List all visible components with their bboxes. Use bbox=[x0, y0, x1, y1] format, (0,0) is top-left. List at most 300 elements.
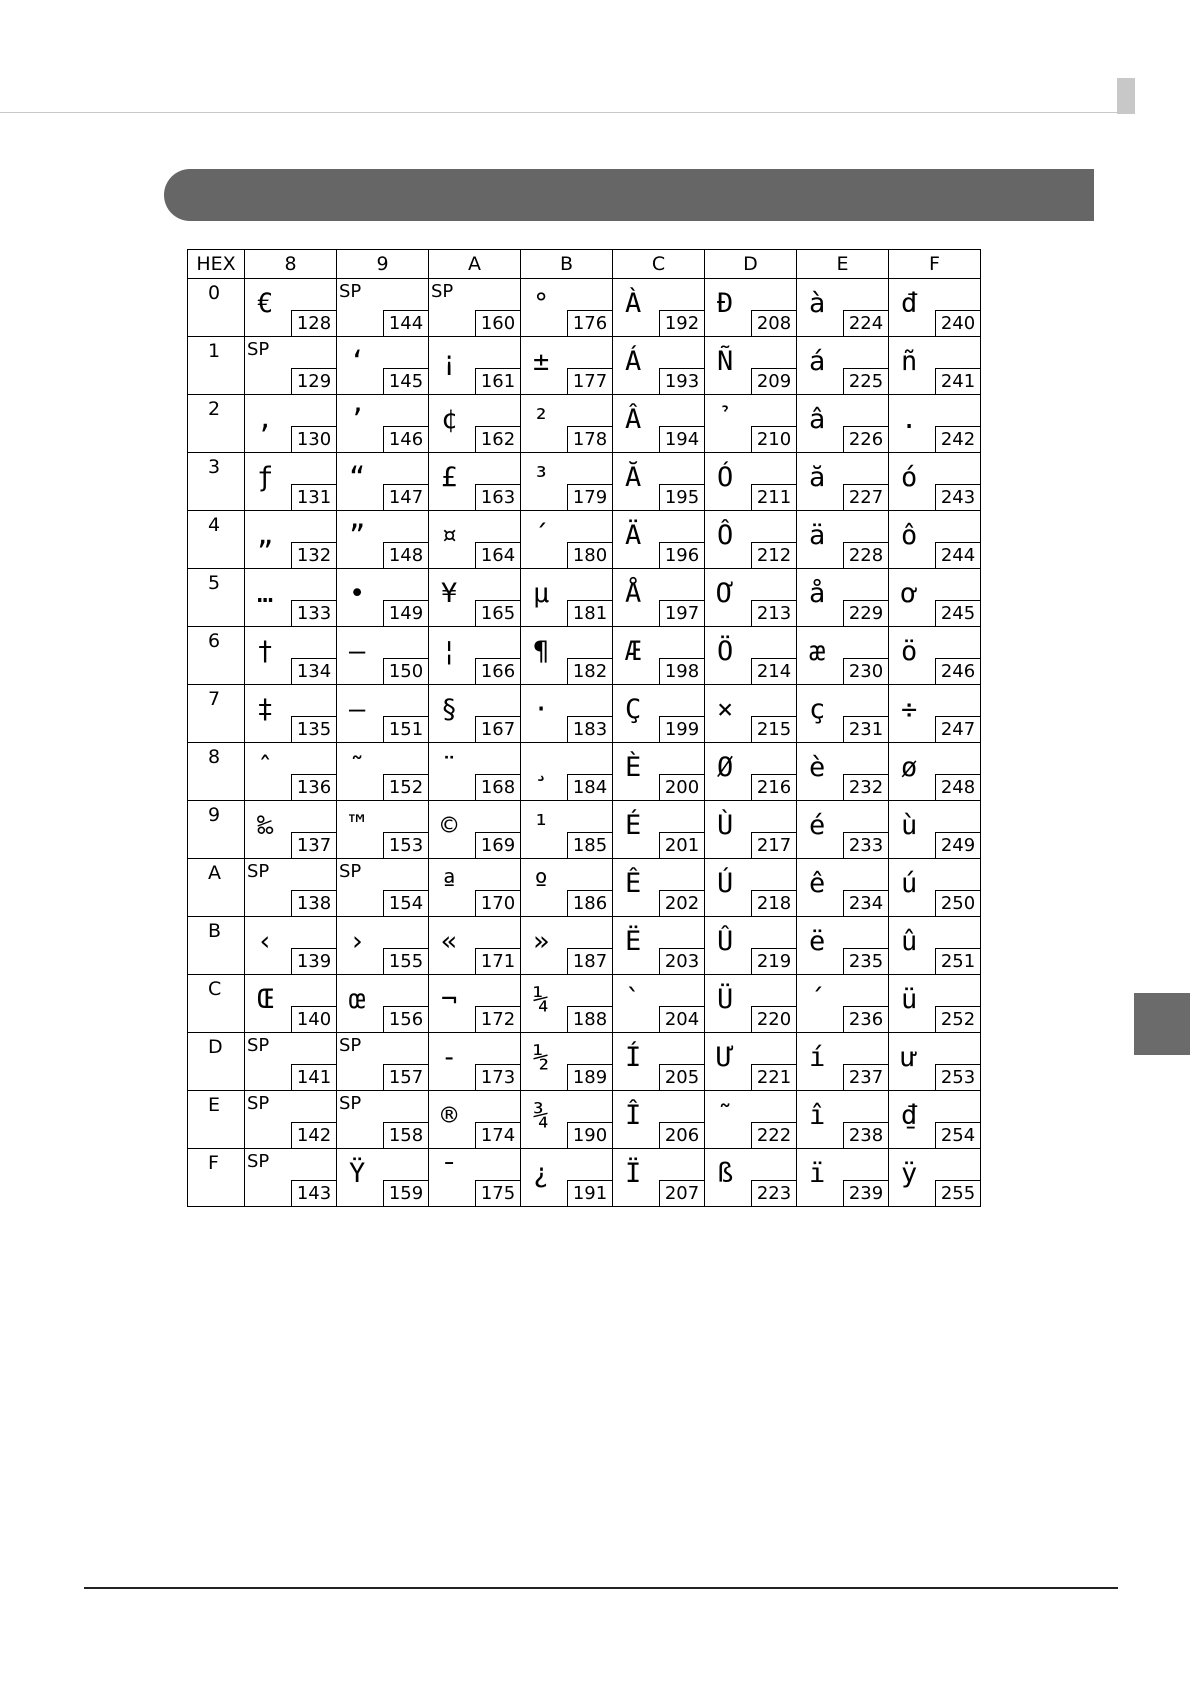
char-code: 131 bbox=[291, 484, 336, 510]
char-code: 137 bbox=[291, 832, 336, 858]
char-glyph: £ bbox=[441, 462, 458, 493]
char-code: 234 bbox=[843, 890, 888, 916]
char-glyph: è bbox=[809, 752, 826, 783]
char-code: 167 bbox=[475, 716, 520, 742]
char-glyph: Æ bbox=[625, 636, 642, 667]
column-header: E bbox=[797, 250, 889, 279]
char-cell bbox=[429, 975, 521, 1033]
chapter-side-tab bbox=[1134, 993, 1190, 1055]
char-cell bbox=[337, 1091, 429, 1149]
char-code: 191 bbox=[567, 1180, 612, 1206]
char-glyph: × bbox=[717, 694, 734, 725]
char-code: 160 bbox=[475, 310, 520, 336]
char-glyph: Ê bbox=[625, 868, 642, 899]
char-code: 183 bbox=[567, 716, 612, 742]
char-cell bbox=[889, 511, 981, 569]
char-code: 211 bbox=[751, 484, 796, 510]
char-glyph: ’ bbox=[349, 404, 366, 435]
char-glyph: » bbox=[533, 926, 550, 957]
char-glyph: ¯ bbox=[441, 1158, 458, 1189]
row-header: D bbox=[188, 1033, 245, 1091]
char-cell bbox=[705, 627, 797, 685]
char-cell bbox=[245, 743, 337, 801]
row-header: 9 bbox=[188, 801, 245, 859]
char-cell bbox=[245, 627, 337, 685]
char-cell bbox=[797, 337, 889, 395]
column-header: A bbox=[429, 250, 521, 279]
column-header: D bbox=[705, 250, 797, 279]
char-glyph: Ø bbox=[717, 752, 734, 783]
char-glyph: â bbox=[809, 404, 826, 435]
char-cell bbox=[889, 975, 981, 1033]
char-cell bbox=[797, 1091, 889, 1149]
char-code: 184 bbox=[567, 774, 612, 800]
char-cell bbox=[337, 569, 429, 627]
char-code: 129 bbox=[291, 368, 336, 394]
char-code: 130 bbox=[291, 426, 336, 452]
char-cell bbox=[245, 859, 337, 917]
char-code: 176 bbox=[567, 310, 612, 336]
char-cell bbox=[705, 395, 797, 453]
row-header: A bbox=[188, 859, 245, 917]
char-cell bbox=[889, 453, 981, 511]
char-glyph: SP bbox=[247, 861, 270, 882]
row-header: E bbox=[188, 1091, 245, 1149]
char-glyph: ø bbox=[901, 752, 918, 783]
char-glyph: Â bbox=[625, 404, 642, 435]
char-cell bbox=[889, 1149, 981, 1207]
char-code: 221 bbox=[751, 1064, 796, 1090]
char-code: 139 bbox=[291, 948, 336, 974]
char-cell bbox=[797, 569, 889, 627]
char-cell bbox=[705, 859, 797, 917]
char-glyph: Û bbox=[717, 926, 734, 957]
char-glyph: ó bbox=[901, 462, 918, 493]
char-code: 239 bbox=[843, 1180, 888, 1206]
char-glyph: ú bbox=[901, 868, 918, 899]
char-glyph: ± bbox=[533, 346, 550, 377]
char-code: 241 bbox=[935, 368, 980, 394]
char-glyph: Ơ bbox=[717, 578, 734, 609]
char-cell bbox=[613, 685, 705, 743]
char-cell bbox=[705, 1091, 797, 1149]
char-code: 132 bbox=[291, 542, 336, 568]
char-code: 153 bbox=[383, 832, 428, 858]
char-glyph: ä bbox=[809, 520, 826, 551]
char-glyph: ¡ bbox=[441, 346, 458, 377]
char-glyph: ‹ bbox=[257, 926, 274, 957]
char-code: 146 bbox=[383, 426, 428, 452]
char-cell bbox=[889, 279, 981, 337]
row-header: 8 bbox=[188, 743, 245, 801]
char-code: 138 bbox=[291, 890, 336, 916]
char-code: 215 bbox=[751, 716, 796, 742]
char-cell bbox=[889, 337, 981, 395]
char-code: 180 bbox=[567, 542, 612, 568]
table-row bbox=[188, 1149, 981, 1207]
char-code: 168 bbox=[475, 774, 520, 800]
char-glyph: • bbox=[349, 578, 366, 609]
char-cell bbox=[337, 395, 429, 453]
char-code: 207 bbox=[659, 1180, 704, 1206]
table-row bbox=[188, 743, 981, 801]
char-code: 249 bbox=[935, 832, 980, 858]
char-glyph: Ï bbox=[625, 1158, 642, 1189]
char-glyph: ˜ bbox=[349, 752, 366, 783]
char-cell bbox=[429, 395, 521, 453]
char-cell bbox=[705, 1033, 797, 1091]
char-glyph: ÿ bbox=[901, 1158, 918, 1189]
table-row bbox=[188, 1091, 981, 1149]
char-code: 169 bbox=[475, 832, 520, 858]
row-header: C bbox=[188, 975, 245, 1033]
char-glyph: œ bbox=[349, 984, 366, 1015]
table-row bbox=[188, 511, 981, 569]
char-code: 149 bbox=[383, 600, 428, 626]
char-code: 185 bbox=[567, 832, 612, 858]
char-code: 237 bbox=[843, 1064, 888, 1090]
char-code: 133 bbox=[291, 600, 336, 626]
char-cell bbox=[889, 1033, 981, 1091]
char-glyph: ö bbox=[901, 636, 918, 667]
char-glyph: Ư bbox=[717, 1042, 734, 1073]
char-code: 166 bbox=[475, 658, 520, 684]
char-cell bbox=[613, 569, 705, 627]
char-code: 217 bbox=[751, 832, 796, 858]
char-glyph: ® bbox=[441, 1100, 458, 1131]
char-cell bbox=[613, 453, 705, 511]
char-cell bbox=[797, 685, 889, 743]
char-code: 162 bbox=[475, 426, 520, 452]
char-cell bbox=[337, 859, 429, 917]
char-glyph: Î bbox=[625, 1100, 642, 1131]
char-code: 203 bbox=[659, 948, 704, 974]
char-code: 170 bbox=[475, 890, 520, 916]
char-cell bbox=[429, 1091, 521, 1149]
row-header: 6 bbox=[188, 627, 245, 685]
char-code: 177 bbox=[567, 368, 612, 394]
char-cell bbox=[337, 1149, 429, 1207]
char-glyph: ë bbox=[809, 926, 826, 957]
char-glyph: SP bbox=[247, 339, 270, 360]
char-cell bbox=[613, 801, 705, 859]
char-cell bbox=[889, 1091, 981, 1149]
char-glyph: ‚ bbox=[257, 404, 274, 435]
char-code: 202 bbox=[659, 890, 704, 916]
char-glyph: ¥ bbox=[441, 578, 458, 609]
char-cell bbox=[337, 627, 429, 685]
char-code: 172 bbox=[475, 1006, 520, 1032]
column-header: 9 bbox=[337, 250, 429, 279]
char-cell bbox=[429, 801, 521, 859]
char-code: 222 bbox=[751, 1122, 796, 1148]
char-code: 229 bbox=[843, 600, 888, 626]
char-glyph: î bbox=[809, 1100, 826, 1131]
table-row bbox=[188, 453, 981, 511]
char-cell bbox=[889, 685, 981, 743]
char-code: 145 bbox=[383, 368, 428, 394]
char-glyph: ç bbox=[809, 694, 826, 725]
char-code: 223 bbox=[751, 1180, 796, 1206]
char-cell bbox=[797, 859, 889, 917]
char-glyph: û bbox=[901, 926, 918, 957]
char-code: 227 bbox=[843, 484, 888, 510]
char-code: 200 bbox=[659, 774, 704, 800]
char-code: 186 bbox=[567, 890, 612, 916]
char-glyph: ¹ bbox=[533, 810, 550, 841]
char-glyph: ´ bbox=[533, 520, 550, 551]
char-cell bbox=[889, 395, 981, 453]
header-rule bbox=[0, 112, 1134, 113]
char-glyph: ¾ bbox=[533, 1100, 550, 1131]
row-header: B bbox=[188, 917, 245, 975]
char-code: 235 bbox=[843, 948, 888, 974]
char-cell bbox=[521, 395, 613, 453]
char-cell bbox=[889, 859, 981, 917]
char-code: 220 bbox=[751, 1006, 796, 1032]
char-cell bbox=[245, 511, 337, 569]
char-glyph: ” bbox=[349, 520, 366, 551]
column-header: F bbox=[889, 250, 981, 279]
char-glyph: Í bbox=[625, 1042, 642, 1073]
row-header: 1 bbox=[188, 337, 245, 395]
char-cell bbox=[705, 743, 797, 801]
char-cell bbox=[705, 917, 797, 975]
char-glyph: SP bbox=[339, 861, 362, 882]
char-cell bbox=[245, 1149, 337, 1207]
char-glyph: ¢ bbox=[441, 404, 458, 435]
char-cell bbox=[797, 627, 889, 685]
char-glyph: ‘ bbox=[349, 346, 366, 377]
char-code: 212 bbox=[751, 542, 796, 568]
char-cell bbox=[521, 279, 613, 337]
char-code: 142 bbox=[291, 1122, 336, 1148]
char-glyph: á bbox=[809, 346, 826, 377]
char-code: 147 bbox=[383, 484, 428, 510]
char-glyph: æ bbox=[809, 636, 826, 667]
table-row bbox=[188, 337, 981, 395]
char-cell bbox=[245, 453, 337, 511]
char-cell bbox=[245, 1033, 337, 1091]
char-glyph: ¤ bbox=[441, 520, 458, 551]
char-glyph: º bbox=[533, 868, 550, 899]
char-code: 213 bbox=[751, 600, 796, 626]
char-cell bbox=[429, 1033, 521, 1091]
table-body bbox=[188, 279, 981, 1207]
char-code: 194 bbox=[659, 426, 704, 452]
char-code: 173 bbox=[475, 1064, 520, 1090]
char-code: 231 bbox=[843, 716, 888, 742]
char-glyph: ƒ bbox=[257, 462, 274, 493]
table-row bbox=[188, 569, 981, 627]
char-glyph: SP bbox=[247, 1093, 270, 1114]
char-code: 196 bbox=[659, 542, 704, 568]
char-cell bbox=[521, 627, 613, 685]
char-glyph: § bbox=[441, 694, 458, 725]
char-cell bbox=[889, 917, 981, 975]
table-row bbox=[188, 1033, 981, 1091]
row-header: 0 bbox=[188, 279, 245, 337]
char-cell bbox=[613, 917, 705, 975]
char-glyph: „ bbox=[257, 520, 274, 551]
char-code: 182 bbox=[567, 658, 612, 684]
char-glyph: … bbox=[257, 578, 274, 609]
char-code: 214 bbox=[751, 658, 796, 684]
char-glyph: É bbox=[625, 810, 642, 841]
char-cell bbox=[797, 743, 889, 801]
char-code: 140 bbox=[291, 1006, 336, 1032]
char-cell bbox=[705, 975, 797, 1033]
char-glyph: Ó bbox=[717, 462, 734, 493]
column-header-row bbox=[188, 250, 981, 279]
char-code: 192 bbox=[659, 310, 704, 336]
char-code: 236 bbox=[843, 1006, 888, 1032]
char-cell bbox=[337, 511, 429, 569]
char-cell bbox=[705, 279, 797, 337]
char-cell bbox=[889, 569, 981, 627]
char-code: 152 bbox=[383, 774, 428, 800]
table-row bbox=[188, 395, 981, 453]
char-code: 195 bbox=[659, 484, 704, 510]
char-code: 148 bbox=[383, 542, 428, 568]
char-glyph: - bbox=[441, 1042, 458, 1073]
char-cell bbox=[429, 511, 521, 569]
char-glyph: © bbox=[441, 810, 458, 841]
char-glyph: ₫ bbox=[901, 1100, 918, 1131]
char-cell bbox=[613, 627, 705, 685]
char-cell bbox=[705, 453, 797, 511]
char-code: 245 bbox=[935, 600, 980, 626]
char-code: 188 bbox=[567, 1006, 612, 1032]
char-cell bbox=[337, 1033, 429, 1091]
char-cell bbox=[613, 1149, 705, 1207]
char-glyph: Ñ bbox=[717, 346, 734, 377]
header-edge-tab bbox=[1117, 78, 1135, 114]
char-glyph: à bbox=[809, 288, 826, 319]
char-cell bbox=[521, 453, 613, 511]
column-header: C bbox=[613, 250, 705, 279]
char-code: 164 bbox=[475, 542, 520, 568]
section-title-banner bbox=[164, 169, 1094, 221]
char-code: 154 bbox=[383, 890, 428, 916]
char-glyph: ¦ bbox=[441, 636, 458, 667]
char-glyph: í bbox=[809, 1042, 826, 1073]
char-code: 187 bbox=[567, 948, 612, 974]
char-code: 240 bbox=[935, 310, 980, 336]
char-cell bbox=[429, 279, 521, 337]
char-cell bbox=[521, 917, 613, 975]
char-glyph: đ bbox=[901, 288, 918, 319]
char-cell bbox=[889, 627, 981, 685]
char-cell bbox=[245, 395, 337, 453]
char-code: 218 bbox=[751, 890, 796, 916]
char-glyph: ¸ bbox=[533, 752, 550, 783]
char-code: 197 bbox=[659, 600, 704, 626]
table-row bbox=[188, 685, 981, 743]
char-cell bbox=[429, 569, 521, 627]
char-code: 253 bbox=[935, 1064, 980, 1090]
char-cell bbox=[245, 337, 337, 395]
char-code: 163 bbox=[475, 484, 520, 510]
char-cell bbox=[705, 1149, 797, 1207]
table-row bbox=[188, 801, 981, 859]
char-cell bbox=[613, 279, 705, 337]
char-cell bbox=[337, 685, 429, 743]
char-code: 232 bbox=[843, 774, 888, 800]
char-glyph: ù bbox=[901, 810, 918, 841]
char-cell bbox=[705, 511, 797, 569]
char-glyph: SP bbox=[247, 1035, 270, 1056]
char-code: 181 bbox=[567, 600, 612, 626]
char-code: 143 bbox=[291, 1180, 336, 1206]
char-cell bbox=[429, 917, 521, 975]
char-cell bbox=[337, 975, 429, 1033]
char-cell bbox=[521, 859, 613, 917]
char-glyph: Ë bbox=[625, 926, 642, 957]
char-code: 226 bbox=[843, 426, 888, 452]
char-glyph: ½ bbox=[533, 1042, 550, 1073]
char-code: 165 bbox=[475, 600, 520, 626]
char-cell bbox=[521, 1149, 613, 1207]
char-glyph: ¬ bbox=[441, 984, 458, 1015]
char-glyph: Á bbox=[625, 346, 642, 377]
char-glyph: ơ bbox=[901, 578, 918, 609]
column-header: B bbox=[521, 250, 613, 279]
char-cell bbox=[705, 569, 797, 627]
char-code: 242 bbox=[935, 426, 980, 452]
char-cell bbox=[797, 279, 889, 337]
char-glyph: Ç bbox=[625, 694, 642, 725]
char-glyph: SP bbox=[339, 281, 362, 302]
char-cell bbox=[521, 569, 613, 627]
char-code: 252 bbox=[935, 1006, 980, 1032]
char-cell bbox=[245, 1091, 337, 1149]
char-cell bbox=[521, 801, 613, 859]
row-header: 2 bbox=[188, 395, 245, 453]
char-glyph: ™ bbox=[349, 810, 366, 841]
char-glyph: Ă bbox=[625, 462, 642, 493]
char-code: 216 bbox=[751, 774, 796, 800]
char-glyph: SP bbox=[247, 1151, 270, 1172]
char-glyph: « bbox=[441, 926, 458, 957]
char-glyph: “ bbox=[349, 462, 366, 493]
char-glyph: ê bbox=[809, 868, 826, 899]
char-glyph: ư bbox=[901, 1042, 918, 1073]
char-cell bbox=[429, 337, 521, 395]
char-glyph: – bbox=[349, 636, 366, 667]
table-row bbox=[188, 279, 981, 337]
char-cell bbox=[797, 453, 889, 511]
char-cell bbox=[797, 1149, 889, 1207]
char-code: 141 bbox=[291, 1064, 336, 1090]
char-code: 175 bbox=[475, 1180, 520, 1206]
char-code: 208 bbox=[751, 310, 796, 336]
char-cell bbox=[613, 975, 705, 1033]
char-code: 238 bbox=[843, 1122, 888, 1148]
char-glyph: é bbox=[809, 810, 826, 841]
char-glyph: ‰ bbox=[257, 810, 274, 841]
char-cell bbox=[429, 627, 521, 685]
char-code: 151 bbox=[383, 716, 428, 742]
char-glyph: Ú bbox=[717, 868, 734, 899]
char-cell bbox=[245, 975, 337, 1033]
char-cell bbox=[521, 975, 613, 1033]
char-cell bbox=[521, 1033, 613, 1091]
char-glyph: ă bbox=[809, 462, 826, 493]
char-cell bbox=[705, 801, 797, 859]
char-glyph: ³ bbox=[533, 462, 550, 493]
char-code: 209 bbox=[751, 368, 796, 394]
